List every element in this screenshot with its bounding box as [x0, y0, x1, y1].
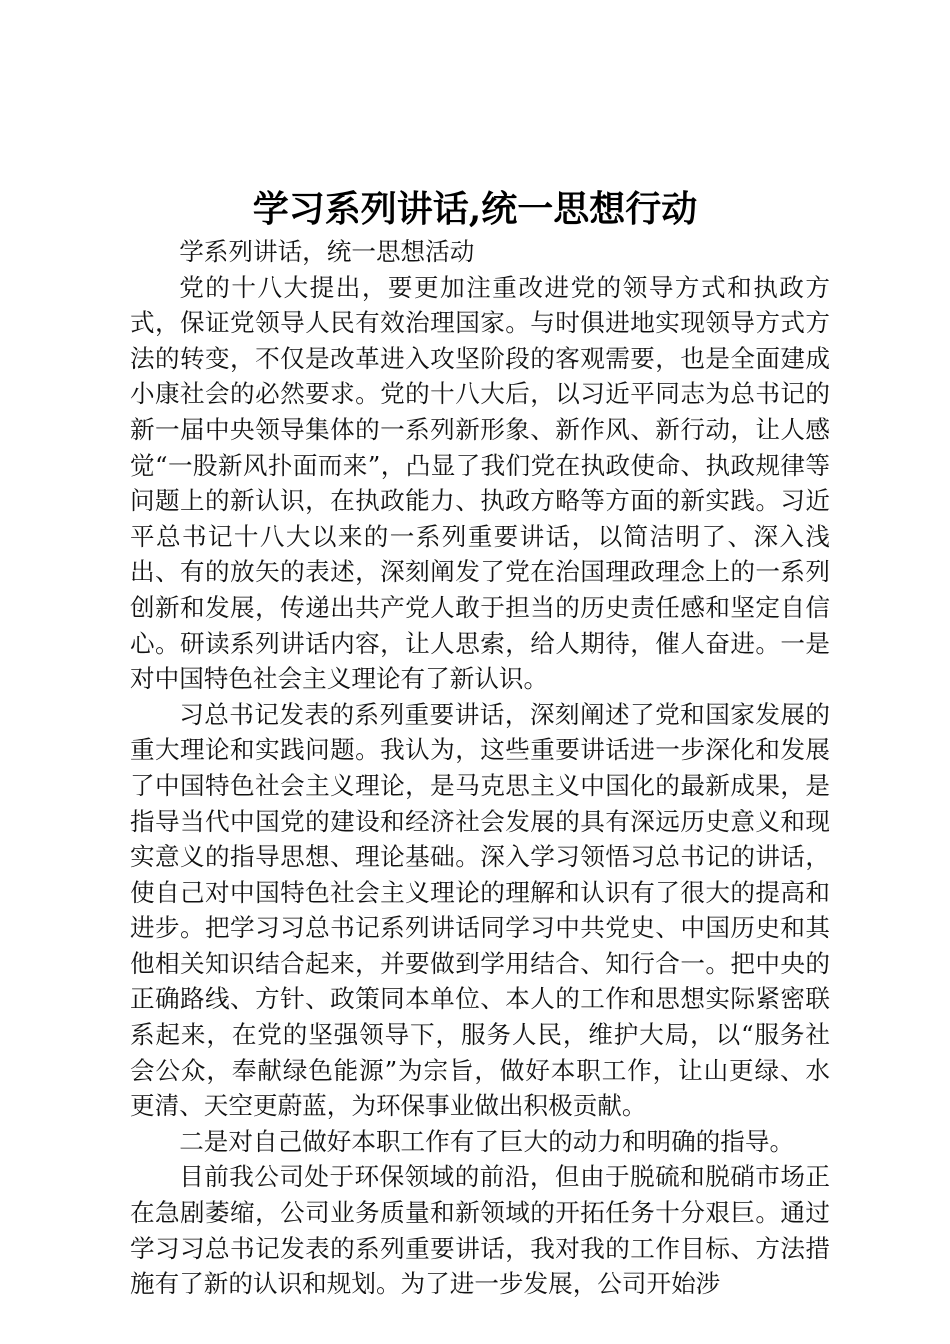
paragraph: 党的十八大提出，要更加注重改进党的领导方式和执政方式，保证党领导人民有效治理国家。与时俱进地实现领导方式方法的转变，不仅是改革进入攻坚阶段的客观需要，也是全面建成小康社会的必然要求。党的十八大后，以习近平同志为总书记的新一届中央领导集体的一系列新形象、新作风、新行动，让人感觉“一股新风扑面而来”，凸显了我们党在执政使命、执政规律等问题上的新认识，在执政能力、执政方略等方面的新实践。习近平总书记十八大以来的一系列重要讲话，以简洁明了、深入浅出、有的放矢的表述，深刻阐发了党在治国理政理念上的一系列创新和发展，传递出共产党人敢于担当的历史责任感和坚定自信心。研读系列讲话内容，让人思索，给人期待，催人奋进。一是对中国特色社会主义理论有了新认识。 [130, 272, 830, 694]
paragraph: 二是对自己做好本职工作有了巨大的动力和明确的指导。 [179, 1126, 795, 1156]
document-body [130, 234, 830, 1302]
document-title: 学习系列讲话,统一思想行动 [252, 188, 698, 230]
paragraph: 目前我公司处于环保领域的前沿，但由于脱硫和脱硝市场正在急剧萎缩，公司业务质量和新领域的开拓任务十分艰巨。通过学习习总书记发表的系列重要讲话，我对我的工作目标、方法措施有了新的认识和规划。为了进一步发展，公司开始涉 [130, 1162, 830, 1299]
paragraph: 习总书记发表的系列重要讲话，深刻阐述了党和国家发展的重大理论和实践问题。我认为，这些重要讲话进一步深化和发展了中国特色社会主义理论，是马克思主义中国化的最新成果，是指导当代中国党的建设和经济社会发展的具有深远历史意义和现实意义的指导思想、理论基础。深入学习领悟习总书记的讲话，使自己对中国特色社会主义理论的理解和认识有了很大的提高和进步。把学习习总书记系列讲话同学习中共党史、中国历史和其他相关知识结合起来，并要做到学用结合、知行合一。把中央的正确路线、方针、政策同本单位、本人的工作和思想实际紧密联系起来，在党的坚强领导下，服务人民，维护大局，以“服务社会公众，奉献绿色能源”为宗旨，做好本职工作，让山更绿、水更清、天空更蔚蓝，为环保事业做出积极贡献。 [130, 699, 830, 1121]
paragraph-subtitle: 学系列讲话，统一思想活动 [179, 237, 475, 266]
